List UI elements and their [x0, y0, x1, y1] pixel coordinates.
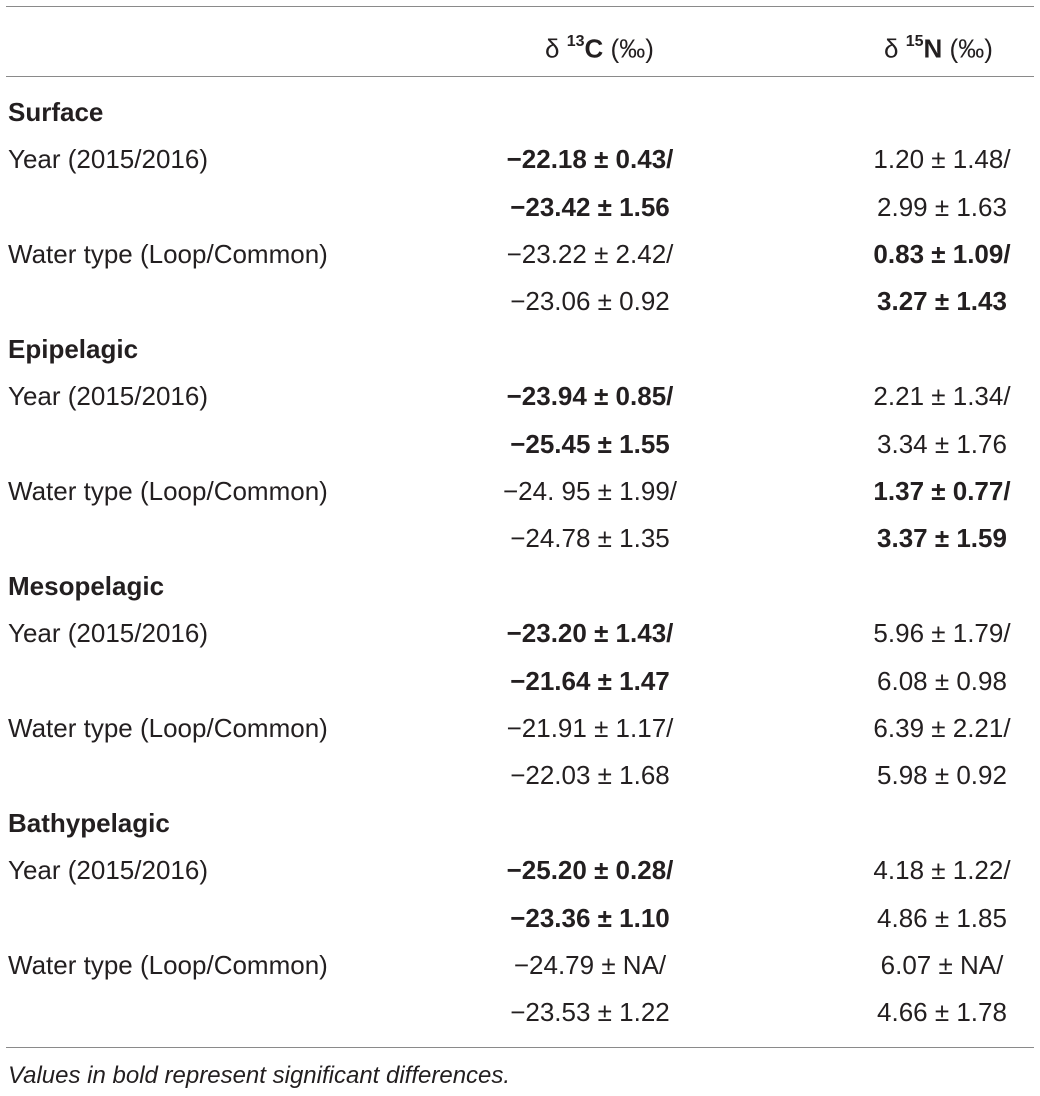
header-rule — [6, 76, 1034, 77]
value-d15n: 5.96 ± 1.79/ — [873, 618, 1011, 648]
section-title-epipelagic: Epipelagic — [8, 334, 139, 364]
table-footnote: Values in bold represent significant differences. — [8, 1062, 511, 1089]
unit-permil: (‰) — [949, 33, 993, 64]
value-d13c: −23.20 ± 1.43/ — [506, 618, 674, 648]
value-d15n: 0.83 ± 1.09/ — [873, 239, 1011, 269]
value-d15n: 1.20 ± 1.48/ — [873, 144, 1011, 174]
value-d15n: 4.66 ± 1.78 — [877, 997, 1007, 1027]
value-d15n: 4.86 ± 1.85 — [877, 903, 1007, 933]
value-d15n: 2.99 ± 1.63 — [877, 192, 1007, 222]
value-d13c: −24. 95 ± 1.99/ — [502, 476, 677, 506]
top-rule — [6, 6, 1034, 7]
value-d13c: −23.94 ± 0.85/ — [506, 381, 674, 411]
isotope-mass: 15 — [905, 33, 924, 50]
row-label-year: Year (2015/2016) — [8, 618, 208, 648]
value-d13c: −24.79 ± NA/ — [513, 950, 667, 980]
header-d15n — [884, 24, 993, 64]
delta-symbol: δ — [884, 33, 899, 64]
value-d15n: 6.08 ± 0.98 — [877, 666, 1007, 696]
value-d13c: −21.91 ± 1.17/ — [506, 713, 674, 743]
value-d15n: 5.98 ± 0.92 — [877, 760, 1007, 790]
value-d15n: 6.07 ± NA/ — [880, 950, 1004, 980]
value-d13c: −23.06 ± 0.92 — [510, 286, 670, 316]
value-d15n: 6.39 ± 2.21/ — [873, 713, 1011, 743]
value-d13c: −25.45 ± 1.55 — [510, 429, 670, 459]
delta-symbol: δ — [545, 33, 560, 64]
bottom-rule — [6, 1047, 1034, 1048]
header-d13c — [545, 24, 654, 64]
isotope-mass: 13 — [566, 33, 585, 50]
value-d15n: 3.37 ± 1.59 — [877, 523, 1007, 553]
value-d13c: −23.42 ± 1.56 — [510, 192, 670, 222]
value-d15n: 4.18 ± 1.22/ — [873, 855, 1011, 885]
value-d15n: 2.21 ± 1.34/ — [873, 381, 1011, 411]
value-d13c: −23.53 ± 1.22 — [510, 997, 670, 1027]
row-label-water-type: Water type (Loop/Common) — [8, 713, 328, 743]
value-d13c: −24.78 ± 1.35 — [510, 523, 670, 553]
row-label-year: Year (2015/2016) — [8, 381, 208, 411]
row-label-year: Year (2015/2016) — [8, 144, 208, 174]
value-d13c: −25.20 ± 0.28/ — [506, 855, 674, 885]
unit-permil: (‰) — [610, 33, 654, 64]
value-d13c: −22.18 ± 0.43/ — [506, 144, 674, 174]
element-symbol: C — [584, 33, 604, 64]
value-d13c: −22.03 ± 1.68 — [510, 760, 670, 790]
element-symbol: N — [923, 33, 943, 64]
section-title-bathypelagic: Bathypelagic — [8, 808, 170, 838]
value-d13c: −23.36 ± 1.10 — [510, 903, 670, 933]
row-label-water-type: Water type (Loop/Common) — [8, 950, 328, 980]
row-label-water-type: Water type (Loop/Common) — [8, 239, 328, 269]
row-label-water-type: Water type (Loop/Common) — [8, 476, 328, 506]
section-title-surface: Surface — [8, 97, 104, 127]
section-title-mesopelagic: Mesopelagic — [8, 571, 165, 601]
value-d13c: −21.64 ± 1.47 — [510, 666, 670, 696]
row-label-year: Year (2015/2016) — [8, 855, 208, 885]
value-d15n: 1.37 ± 0.77/ — [873, 476, 1011, 506]
value-d15n: 3.34 ± 1.76 — [877, 429, 1007, 459]
value-d13c: −23.22 ± 2.42/ — [506, 239, 674, 269]
value-d15n: 3.27 ± 1.43 — [877, 286, 1007, 316]
